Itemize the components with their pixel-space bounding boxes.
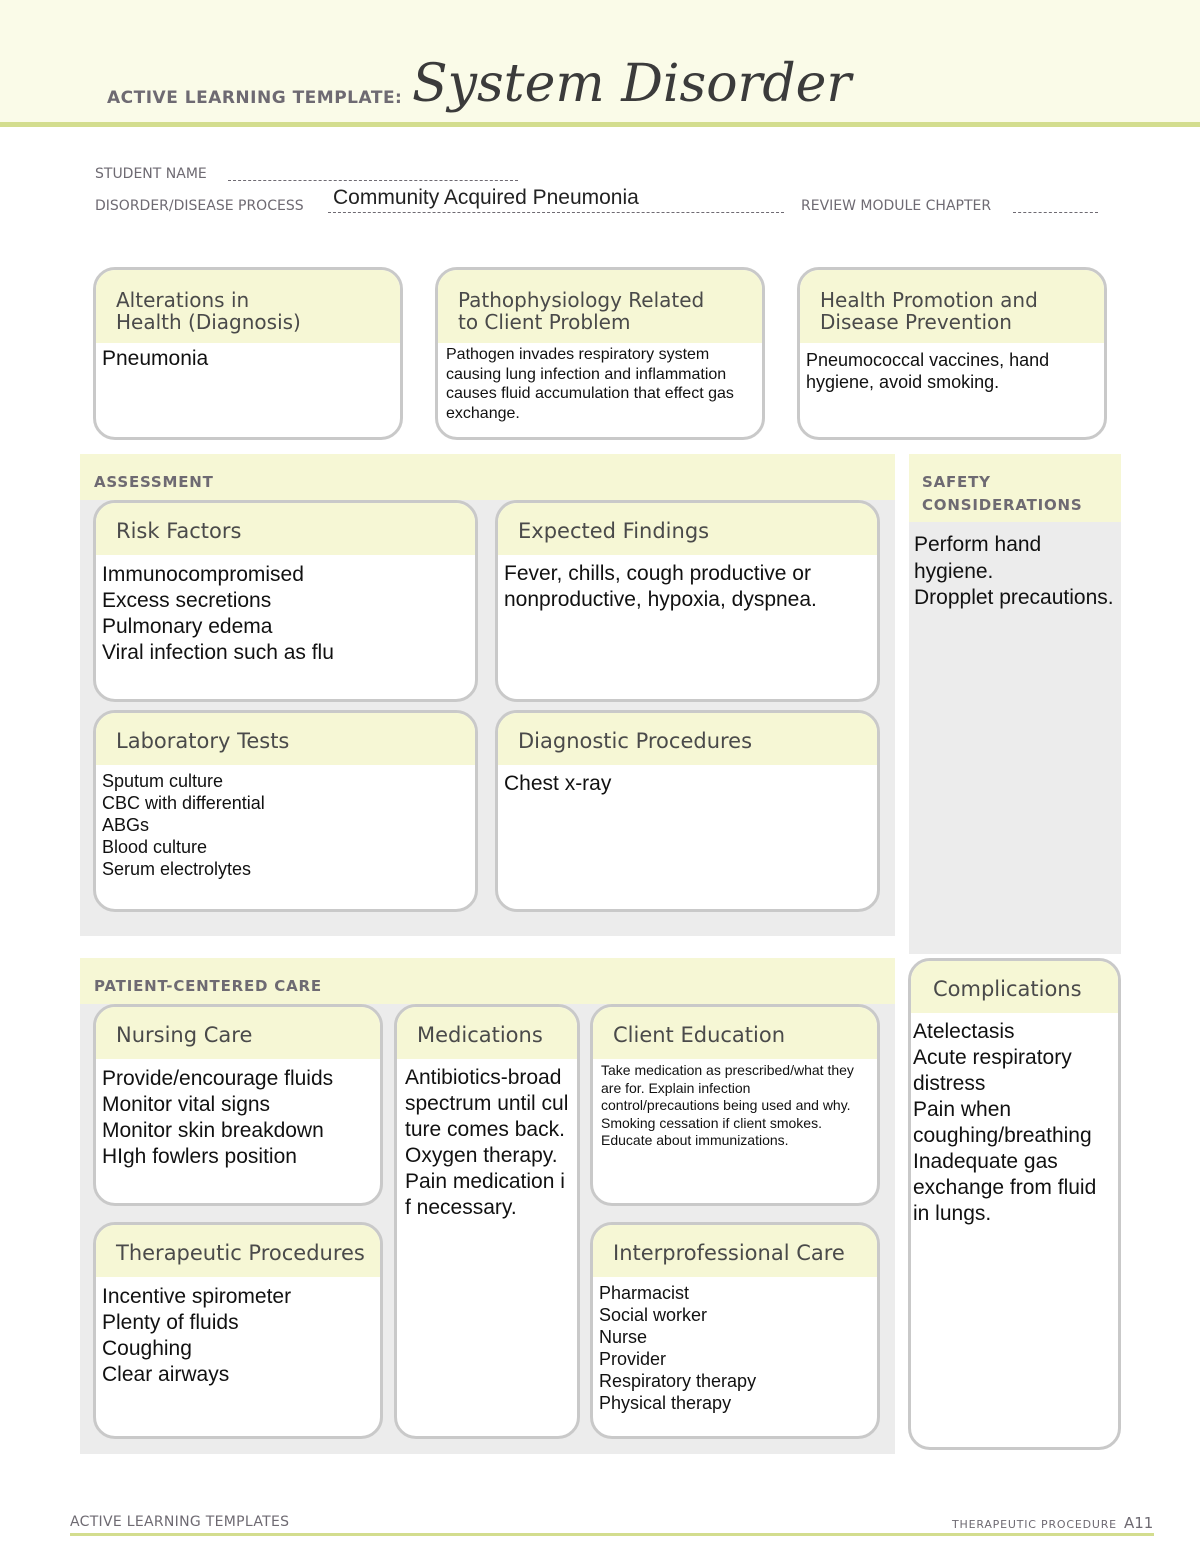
client-education-title: Client Education bbox=[593, 1007, 877, 1059]
alterations-title: Alterations in Health (Diagnosis) bbox=[96, 270, 400, 343]
diagnostic-procedures-card bbox=[495, 710, 880, 912]
expected-findings-body: Fever, chills, cough productive or nonproductive, hypoxia, dyspnea. bbox=[504, 562, 817, 611]
expected-findings-card bbox=[495, 500, 880, 702]
assessment-heading: ASSESSMENT bbox=[94, 473, 214, 491]
complications-title: Complications bbox=[911, 961, 1118, 1013]
patient-centered-care-heading: PATIENT-CENTERED CARE bbox=[94, 977, 322, 995]
footer-page-number: A11 bbox=[1124, 1514, 1154, 1532]
pathophysiology-card bbox=[435, 267, 765, 440]
health-promotion-title: Health Promotion and Disease Prevention bbox=[800, 270, 1104, 343]
risk-factors-card bbox=[93, 500, 478, 702]
alterations-body: Pneumonia bbox=[102, 347, 209, 370]
disorder-label: DISORDER/DISEASE PROCESS bbox=[95, 198, 304, 214]
laboratory-tests-title: Laboratory Tests bbox=[96, 713, 475, 765]
health-promotion-card bbox=[797, 267, 1107, 440]
alterations-card bbox=[93, 267, 403, 440]
medications-body: Antibiotics-broad spectrum until culture comes back. Oxygen therapy. Pain medication if necessary. bbox=[405, 1066, 569, 1219]
pathophysiology-body: Pathogen invades respiratory system causing lung infection and inflammation causes fluid accumulation that effect gas exchange. bbox=[446, 346, 734, 422]
therapeutic-procedures-card bbox=[93, 1222, 383, 1439]
complications-card bbox=[908, 958, 1121, 1450]
safety-heading-line2: CONSIDERATIONS bbox=[922, 496, 1083, 514]
footer-left: ACTIVE LEARNING TEMPLATES bbox=[70, 1514, 290, 1530]
client-education-body: Take medication as prescribed/what they are for. Explain infection control/precautions being used and why. Smoking cessation if client smokes. Educate about immunizations. bbox=[601, 1062, 854, 1148]
therapeutic-procedures-body: Incentive spirometer Plenty of fluids Coughing Clear airways bbox=[102, 1285, 292, 1386]
risk-factors-body: Immunocompromised Excess secretions Pulmonary edema Viral infection such as flu bbox=[102, 563, 334, 664]
health-promotion-body: Pneumococcal vaccines, hand hygiene, avoid smoking. bbox=[806, 350, 1050, 392]
safety-heading-line1: SAFETY bbox=[922, 473, 991, 491]
student-name-label: STUDENT NAME bbox=[95, 166, 207, 182]
interprofessional-care-body: Pharmacist Social worker Nurse Provider Respiratory therapy Physical therapy bbox=[599, 1283, 757, 1413]
medications-card bbox=[394, 1004, 580, 1439]
footer-right: THERAPEUTIC PROCEDURE bbox=[952, 1518, 1117, 1531]
template-label: ACTIVE LEARNING TEMPLATE: bbox=[107, 88, 403, 108]
review-module-field[interactable] bbox=[1013, 212, 1098, 213]
complications-body: Atelectasis Acute respiratory distress Pain when coughing/breathing Inadequate gas exchange from fluid in lungs. bbox=[913, 1020, 1097, 1225]
laboratory-tests-card bbox=[93, 710, 478, 912]
disorder-value: Community Acquired Pneumonia bbox=[333, 186, 639, 209]
review-module-label: REVIEW MODULE CHAPTER bbox=[801, 198, 992, 214]
interprofessional-care-card bbox=[590, 1222, 880, 1439]
therapeutic-procedures-title: Therapeutic Procedures bbox=[96, 1225, 380, 1277]
footer-rule bbox=[70, 1533, 1154, 1536]
header-rule bbox=[0, 122, 1200, 127]
expected-findings-title: Expected Findings bbox=[498, 503, 877, 555]
template-title: System Disorder bbox=[412, 54, 852, 114]
client-education-card bbox=[590, 1004, 880, 1206]
nursing-care-title: Nursing Care bbox=[96, 1007, 380, 1059]
interprofessional-care-title: Interprofessional Care bbox=[593, 1225, 877, 1277]
nursing-care-card bbox=[93, 1004, 383, 1206]
student-name-field[interactable] bbox=[228, 180, 518, 181]
diagnostic-procedures-body: Chest x-ray bbox=[504, 772, 612, 795]
nursing-care-body: Provide/encourage fluids Monitor vital signs Monitor skin breakdown HIgh fowlers position bbox=[102, 1067, 334, 1168]
safety-body: Perform hand hygiene. Dropplet precautions. bbox=[914, 533, 1114, 609]
pathophysiology-title: Pathophysiology Related to Client Problem bbox=[438, 270, 762, 343]
diagnostic-procedures-title: Diagnostic Procedures bbox=[498, 713, 877, 765]
risk-factors-title: Risk Factors bbox=[96, 503, 475, 555]
medications-title: Medications bbox=[397, 1007, 577, 1059]
disorder-field[interactable] bbox=[328, 212, 784, 213]
safety-panel bbox=[909, 454, 1121, 954]
laboratory-tests-body: Sputum culture CBC with differential ABGs Blood culture Serum electrolytes bbox=[102, 771, 265, 879]
